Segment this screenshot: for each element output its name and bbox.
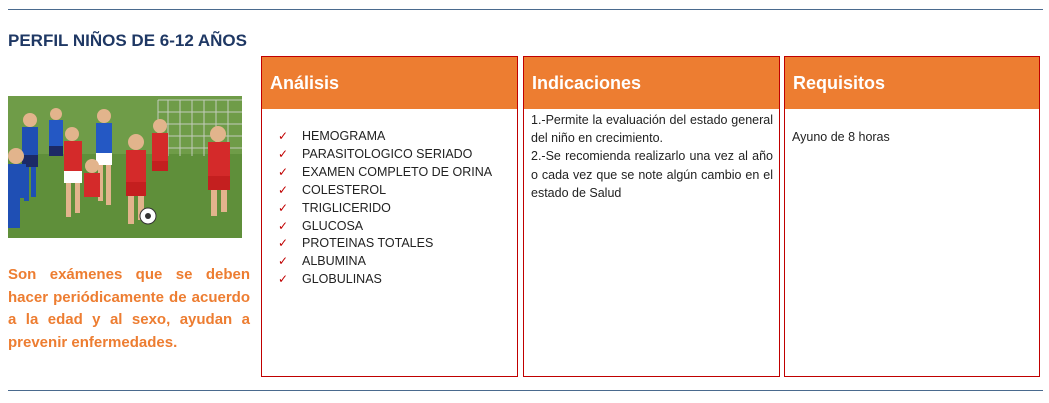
indicacion-1: 1.-Permite la evaluación del estado general del niño en crecimiento. <box>531 113 773 146</box>
indicaciones-card <box>523 56 780 377</box>
checkmark-icon: ✓ <box>278 200 289 215</box>
indicaciones-body <box>524 109 779 202</box>
checkmark-icon: ✓ <box>278 164 289 179</box>
bottom-divider <box>8 390 1043 391</box>
top-divider <box>8 9 1043 10</box>
requisitos-card <box>784 56 1040 377</box>
checkmark-icon: ✓ <box>278 218 289 233</box>
list-item: ✓ GLOBULINAS <box>278 271 517 289</box>
analisis-list <box>262 109 517 289</box>
checkmark-icon: ✓ <box>278 236 289 251</box>
requisitos-text: Ayuno de 8 horas <box>792 130 890 144</box>
list-item: ✓ PARASITOLOGICO SERIADO <box>278 146 517 164</box>
list-item: ✓ TRIGLICERIDO <box>278 200 517 218</box>
list-item: ✓ HEMOGRAMA <box>278 128 517 146</box>
indicacion-2: 2.-Se recomienda realizarlo una vez al año o cada vez que se note algún cambio en el estado de Salud <box>531 149 773 200</box>
list-item: ✓ GLUCOSA <box>278 218 517 236</box>
kids-soccer-photo <box>8 96 242 238</box>
checkmark-icon: ✓ <box>278 182 289 197</box>
checkmark-icon: ✓ <box>278 272 289 287</box>
requisitos-header: Requisitos <box>785 57 1039 109</box>
list-item: ✓ COLESTEROL <box>278 182 517 200</box>
checkmark-icon: ✓ <box>278 146 289 161</box>
checkmark-icon: ✓ <box>278 254 289 269</box>
list-item: ✓ ALBUMINA <box>278 253 517 271</box>
analisis-header: Análisis <box>262 57 517 109</box>
page-title: PERFIL NIÑOS DE 6-12 AÑOS <box>8 31 247 50</box>
checkmark-icon: ✓ <box>278 129 289 143</box>
list-item: ✓ PROTEINAS TOTALES <box>278 235 517 253</box>
indicaciones-header: Indicaciones <box>524 57 779 109</box>
list-item: ✓ EXAMEN COMPLETO DE ORINA <box>278 164 517 182</box>
analisis-card <box>261 56 518 377</box>
description-text: Son exámenes que se deben hacer periódicamente de acuerdo a la edad y al sexo, ayudan a prevenir enfermedades. <box>8 266 250 351</box>
